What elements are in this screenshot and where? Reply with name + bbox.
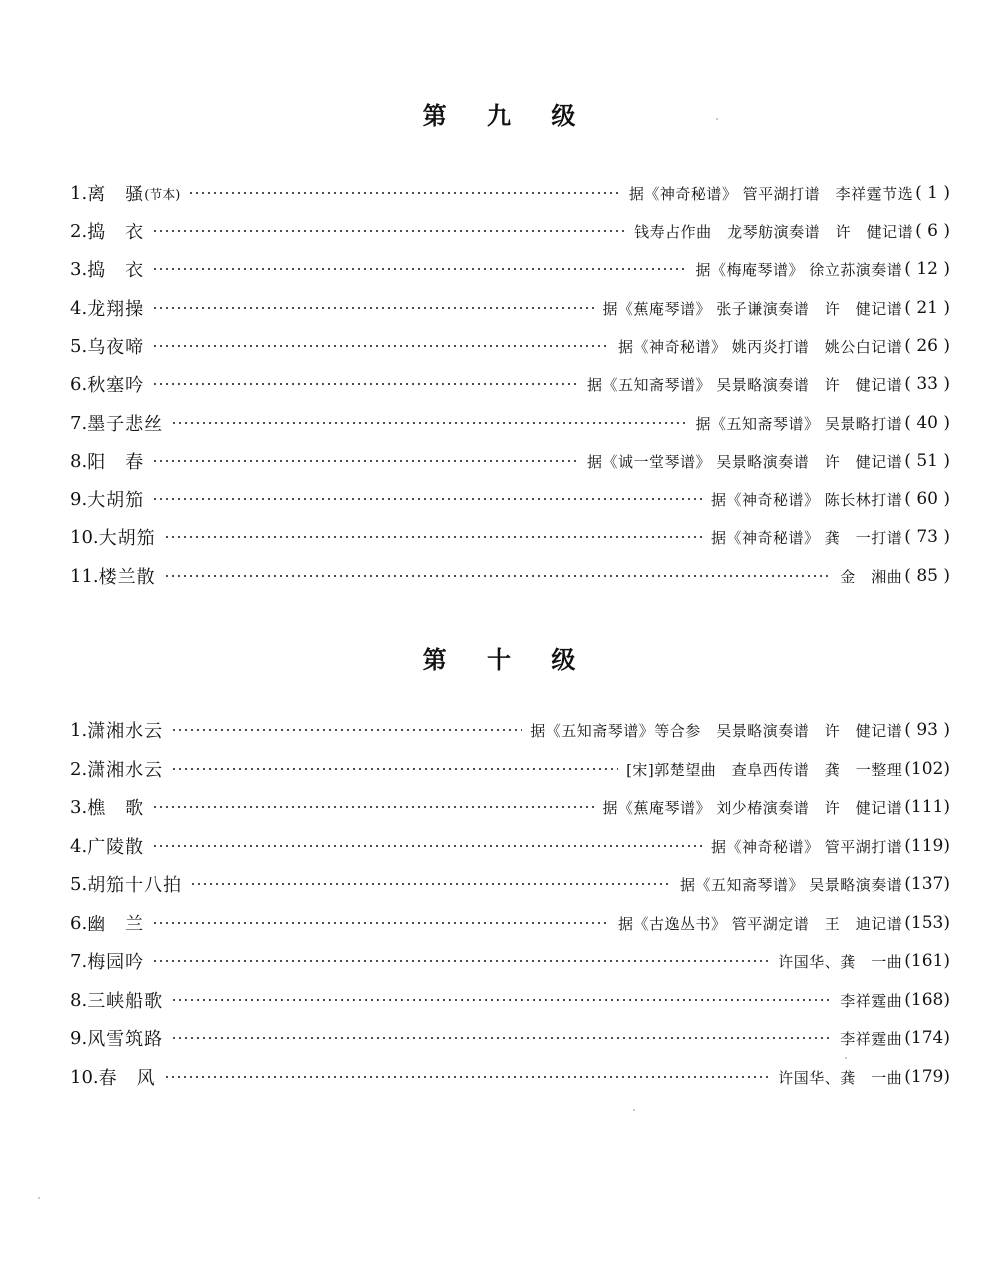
entry-credit: 李祥霆曲 — [840, 991, 903, 1010]
toc-entry[interactable] — [70, 1063, 950, 1091]
entry-credit: 据《神奇秘谱》 管平湖打谱 — [711, 837, 903, 856]
entry-number: 3. — [70, 796, 88, 818]
entry-title: 樵 歌 — [87, 798, 145, 819]
entry-title: 潇湘水云 — [87, 721, 164, 742]
entry-credit: 据《神奇秘谱》 龚 一打谱 — [711, 528, 903, 547]
entry-title: 阳 春 — [87, 452, 145, 473]
entry-title: 风雪筑路 — [87, 1029, 164, 1050]
entry-page: (137) — [904, 874, 950, 894]
dot-leader — [152, 922, 610, 924]
dot-leader — [152, 960, 770, 962]
toc-entry[interactable] — [70, 294, 950, 322]
dot-leader — [164, 536, 703, 538]
entry-page: (174) — [904, 1028, 950, 1048]
entry-title: 梅园吟 — [87, 952, 145, 973]
heading-char: 第 — [422, 646, 449, 674]
toc-entry[interactable] — [70, 947, 950, 975]
entry-number: 4. — [70, 297, 88, 319]
entry-credit: 许国华、龚 一曲 — [778, 1068, 903, 1087]
entry-subtitle: (节本) — [144, 187, 181, 203]
entry-title: 广陵散 — [87, 837, 145, 858]
entry-title: 三峡船歌 — [87, 991, 164, 1012]
toc-entry[interactable] — [70, 217, 950, 245]
dot-leader — [171, 999, 832, 1001]
entry-page: ( 26 ) — [904, 336, 950, 356]
entry-credit: 李祥霆曲 — [840, 1029, 903, 1048]
entry-title: 胡笳十八拍 — [87, 875, 183, 896]
entry-credit: 许国华、龚 一曲 — [778, 952, 903, 971]
toc-entry[interactable] — [70, 793, 950, 821]
entry-title: 乌夜啼 — [87, 337, 145, 358]
entry-number: 10. — [70, 526, 99, 548]
toc-entry[interactable] — [70, 447, 950, 475]
entry-number: 7. — [70, 412, 88, 434]
entry-page: (111) — [904, 797, 950, 817]
toc-entry[interactable] — [70, 562, 950, 590]
entry-number: 1. — [70, 182, 88, 204]
entry-page: (179) — [904, 1067, 950, 1087]
entry-credit: 钱寿占作曲 龙琴舫演奏谱 许 健记谱 — [634, 222, 914, 241]
scan-speck — [633, 1109, 635, 1111]
dot-leader — [152, 307, 594, 309]
entry-title: 离 骚 — [87, 184, 145, 205]
entry-number: 5. — [70, 873, 88, 895]
heading-char: 九 — [487, 102, 513, 130]
toc-entry[interactable] — [70, 755, 950, 783]
dot-leader — [152, 845, 703, 847]
entry-page: ( 33 ) — [904, 374, 950, 394]
heading-char: 级 — [551, 102, 578, 130]
dot-leader — [152, 806, 594, 808]
heading-char: 第 — [422, 102, 449, 130]
entry-credit: 据《神奇秘谱》 管平湖打谱 李祥霆节选 — [628, 184, 914, 203]
entry-page: (119) — [904, 836, 950, 856]
entry-credit: 据《梅庵琴谱》 徐立荪演奏谱 — [695, 260, 903, 279]
entry-number: 8. — [70, 450, 88, 472]
dot-leader — [152, 498, 703, 500]
section-10-heading — [0, 640, 1000, 675]
entry-page: ( 93 ) — [904, 720, 950, 740]
entry-credit: 据《神奇秘谱》 陈长林打谱 — [711, 490, 903, 509]
dot-leader — [171, 422, 687, 424]
toc-entry[interactable] — [70, 986, 950, 1014]
entry-title: 大胡笳 — [87, 490, 145, 511]
toc-entry[interactable] — [70, 832, 950, 860]
toc-entry[interactable] — [70, 255, 950, 283]
entry-title: 潇湘水云 — [87, 760, 164, 781]
entry-title: 秋塞吟 — [87, 375, 145, 396]
heading-char: 十 — [487, 646, 513, 674]
entry-credit: 据《五知斋琴谱》 吴景略打谱 — [695, 414, 903, 433]
entry-title: 捣 衣 — [87, 222, 145, 243]
dot-leader — [152, 460, 579, 462]
entry-credit: 据《蕉庵琴谱》 张子谦演奏谱 许 健记谱 — [602, 299, 903, 318]
entry-credit: 据《五知斋琴谱》等合参 吴景略演奏谱 许 健记谱 — [530, 721, 903, 740]
entry-number: 1. — [70, 719, 88, 741]
entry-number: 10. — [70, 1066, 99, 1088]
section-9-heading — [0, 96, 1000, 131]
dot-leader — [171, 1037, 832, 1039]
toc-entry[interactable] — [70, 909, 950, 937]
entry-page: ( 85 ) — [904, 566, 950, 586]
entry-page: ( 1 ) — [915, 183, 950, 203]
scan-speck — [716, 118, 718, 120]
entry-page: (153) — [904, 913, 950, 933]
entry-number: 7. — [70, 950, 88, 972]
toc-entry[interactable] — [70, 332, 950, 360]
toc-entry[interactable] — [70, 179, 950, 207]
dot-leader — [152, 383, 579, 385]
entry-number: 8. — [70, 989, 88, 1011]
dot-leader — [171, 768, 618, 770]
entry-page: ( 40 ) — [904, 413, 950, 433]
dot-leader — [164, 575, 833, 577]
entry-credit: 据《古逸丛书》 管平湖定谱 王 迪记谱 — [618, 914, 903, 933]
entry-page: (102) — [904, 759, 950, 779]
dot-leader — [152, 345, 610, 347]
entry-credit: 金 湘曲 — [840, 567, 903, 586]
entry-number: 4. — [70, 835, 88, 857]
entry-credit: 据《诚一堂琴谱》 吴景略演奏谱 许 健记谱 — [587, 452, 903, 471]
entry-page: ( 51 ) — [904, 451, 950, 471]
entry-number: 9. — [70, 488, 88, 510]
entry-title: 楼兰散 — [98, 567, 156, 588]
dot-leader — [188, 192, 620, 194]
toc-entry[interactable] — [70, 409, 950, 437]
entry-page: (161) — [904, 951, 950, 971]
entry-number: 6. — [70, 912, 88, 934]
toc-entry[interactable] — [70, 523, 950, 551]
scan-speck — [38, 1197, 40, 1199]
toc-entry[interactable] — [70, 870, 950, 898]
dot-leader — [164, 1076, 771, 1078]
toc-entry[interactable] — [70, 370, 950, 398]
dot-leader — [152, 268, 687, 270]
entry-number: 2. — [70, 758, 88, 780]
entry-page: ( 12 ) — [904, 259, 950, 279]
entry-title: 大胡笳 — [98, 528, 156, 549]
entry-number: 11. — [70, 565, 99, 587]
entry-number: 2. — [70, 220, 88, 242]
scan-speck — [845, 1057, 847, 1059]
entry-credit: [宋]郭楚望曲 查阜西传谱 龚 一整理 — [626, 760, 903, 779]
entry-credit: 据《神奇秘谱》 姚丙炎打谱 姚公白记谱 — [618, 337, 903, 356]
dot-leader — [152, 230, 626, 232]
entry-number: 5. — [70, 335, 88, 357]
entry-number: 3. — [70, 258, 88, 280]
entry-title: 春 风 — [98, 1068, 156, 1089]
dot-leader — [190, 883, 672, 885]
entry-title: 捣 衣 — [87, 260, 145, 281]
entry-page: ( 6 ) — [915, 221, 950, 241]
entry-credit: 据《五知斋琴谱》 吴景略演奏谱 许 健记谱 — [587, 375, 903, 394]
entry-credit: 据《五知斋琴谱》 吴景略演奏谱 — [680, 875, 903, 894]
toc-entry[interactable] — [70, 1024, 950, 1052]
entry-title: 龙翔操 — [87, 299, 145, 320]
entry-page: ( 60 ) — [904, 489, 950, 509]
entry-page: ( 73 ) — [904, 527, 950, 547]
entry-number: 9. — [70, 1027, 88, 1049]
entry-credit: 据《蕉庵琴谱》 刘少椿演奏谱 许 健记谱 — [602, 798, 903, 817]
entry-page: (168) — [904, 990, 950, 1010]
toc-entry[interactable] — [70, 716, 950, 744]
entry-number: 6. — [70, 373, 88, 395]
toc-entry[interactable] — [70, 485, 950, 513]
heading-char: 级 — [551, 646, 578, 674]
entry-title: 墨子悲丝 — [87, 414, 164, 435]
entry-page: ( 21 ) — [904, 298, 950, 318]
dot-leader — [171, 729, 522, 731]
entry-title: 幽 兰 — [87, 914, 145, 935]
